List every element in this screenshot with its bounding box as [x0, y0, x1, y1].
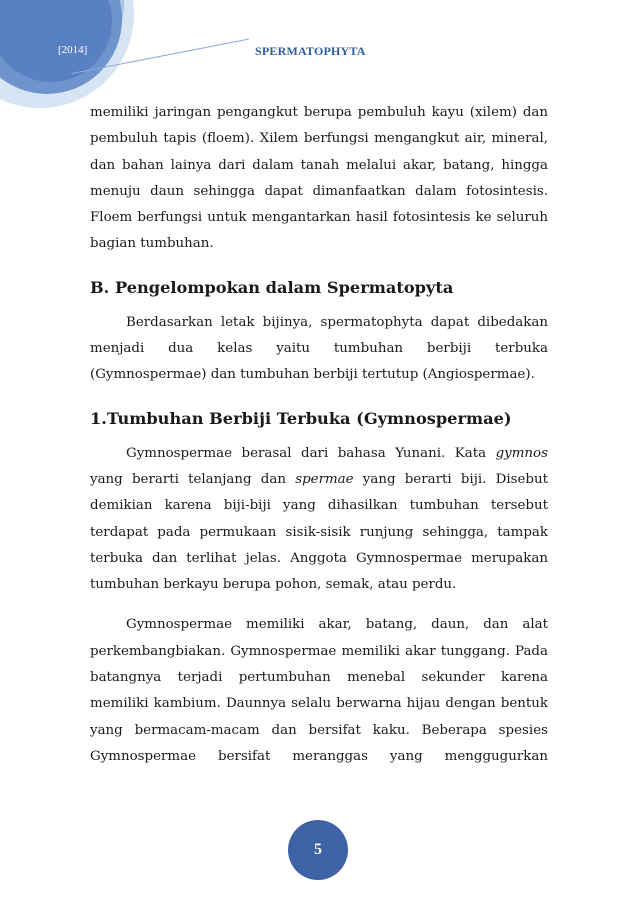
paragraph-xylem-phloem: memiliki jaringan pengangkut berupa pembuluh kayu (xilem) dan pembuluh tapis (floem). Xilem berfungsi mengangkut air, mineral, dan bahan lainya dari dalam tanah melalui akar, batang, hingga menuju daun sehingga dapat dimanfaatkan dalam fotosintesis. Floem berfungsi untuk mengantarkan hasil fotosintesis ke seluruh bagian tumbuhan.: [90, 105, 548, 252]
paragraph-gymnos-origin: [90, 441, 548, 599]
term-spermae: spermae: [295, 471, 354, 487]
text-segment: Gymnospermae berasal dari bahasa Yunani. Kata: [126, 445, 496, 461]
heading-pengelompokan: B. Pengelompokan dalam Spermatopyta: [90, 277, 454, 297]
header-title: SPERMATOPHYTA: [255, 44, 366, 58]
text-segment: yang berarti biji. Disebut demikian karena biji-biji yang dihasilkan tumbuhan tersebut terdapat pada permukaan sisik-sisik runjung sehingga, tampak terbuka dan terlihat jelas. Anggota Gymnospermae merupakan tumbuhan berkayu berupa pohon, semak, atau perdu.: [90, 471, 548, 593]
page-content: [90, 100, 548, 770]
header-year: [2014]: [58, 44, 88, 56]
heading-gymnospermae: 1.Tumbuhan Berbiji Terbuka (Gymnospermae): [90, 408, 512, 428]
page-number: 5: [288, 820, 348, 880]
text-segment: yang berarti telanjang dan: [90, 471, 296, 487]
term-gymnos: gymnos: [495, 445, 548, 461]
paragraph-gymnos-anatomy: Gymnospermae memiliki akar, batang, daun, dan alat perkembangbiakan. Gymnospermae memiliki akar tunggang. Pada batangnya terjadi pertumbuhan menebal sekunder karena memiliki kambium. Daunnya selalu berwarna hijau dengan bentuk yang bermacam-macam dan bersifat kaku. Beberapa spesies Gymnospermae bersifat meranggas yang menggugurkan: [90, 617, 548, 764]
paragraph-classification: Berdasarkan letak bijinya, spermatophyta dapat dibedakan menjadi dua kelas yaitu tumbuhan berbiji terbuka (Gymnospermae) dan tumbuhan berbiji tertutup (Angiospermae).: [90, 314, 548, 383]
